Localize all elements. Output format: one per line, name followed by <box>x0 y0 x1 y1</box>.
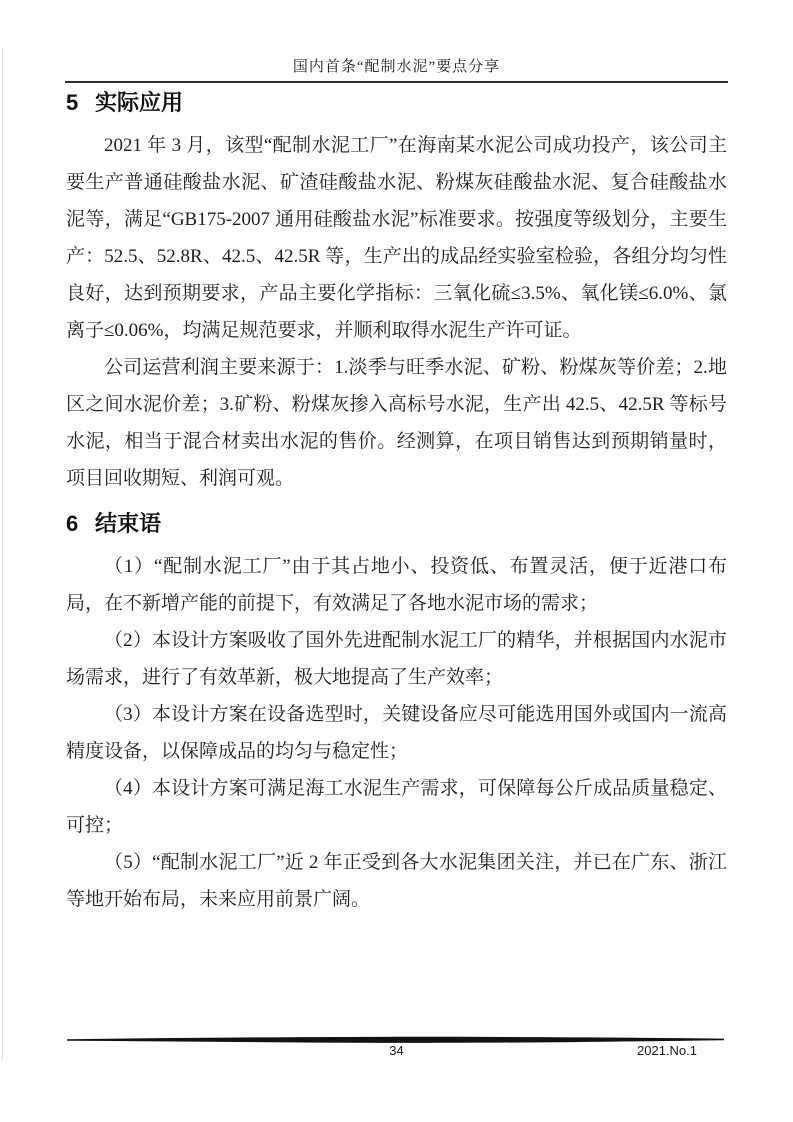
section-heading-conclusion <box>66 509 727 539</box>
page-number: 34 <box>389 1043 404 1058</box>
running-title: 国内首条“配制水泥”要点分享 <box>292 59 501 75</box>
section-heading-practical-application <box>66 88 727 118</box>
conclusion-item: （4）本设计方案可满足海工水泥生产需求，可保障每公斤成品质量稳定、可控； <box>66 778 727 836</box>
conclusion-item: （1）“配制水泥工厂”由于其占地小、投资低、布置灵活，便于近港口布局，在不新增产能的前提下，有效满足了各地水泥市场的需求； <box>66 556 727 614</box>
issue-label: 2021.No.1 <box>637 1043 697 1058</box>
conclusion-item: （2）本设计方案吸收了国外先进配制水泥工厂的精华，并根据国内水泥市场需求，进行了有效革新，极大地提高了生产效率； <box>66 630 727 688</box>
paragraph: 2021 年 3 月，该型“配制水泥工厂”在海南某水泥公司成功投产，该公司主要生产普通硅酸盐水泥、矿渣硅酸盐水泥、粉煤灰硅酸盐水泥、复合硅酸盐水泥等，满足“GB175-2007 通用硅酸盐水泥”标准要求。按强度等级划分，主要生产：52.5、52.8R、42.5、42.5R 等，生产出的成品经实验室检验，各组分均匀性良好，达到预期要求，产品主要化学指标：三氧化硫≤3.5%、氧化镁≤6.0%、氯离子≤0.06%，均满足规范要求，并顺利取得水泥生产许可证。 <box>66 135 727 341</box>
paragraph: 公司运营利润主要来源于：1.淡季与旺季水泥、矿粉、粉煤灰等价差；2.地区之间水泥价差；3.矿粉、粉煤灰掺入高标号水泥，生产出 42.5、42.5R 等标号水泥，相当于混合材卖出水泥的售价。经测算，在项目销售达到预期销量时，项目回收期短、利润可观。 <box>66 357 727 489</box>
conclusion-item: （5）“配制水泥工厂”近 2 年正受到各大水泥集团关注，并已在广东、浙江等地开始布局，未来应用前景广阔。 <box>66 852 727 910</box>
conclusion-item: （3）本设计方案在设备选型时，关键设备应尽可能选用国外或国内一流高精度设备，以保障成品的均匀与稳定性； <box>66 704 727 762</box>
section-title: 实际应用 <box>95 90 184 115</box>
section-number: 5 <box>66 90 79 115</box>
header-rule <box>65 81 728 83</box>
scan-edge-artifact <box>2 48 3 1060</box>
section-title: 结束语 <box>95 511 162 536</box>
article-body <box>66 88 727 918</box>
section-number: 6 <box>66 511 79 536</box>
